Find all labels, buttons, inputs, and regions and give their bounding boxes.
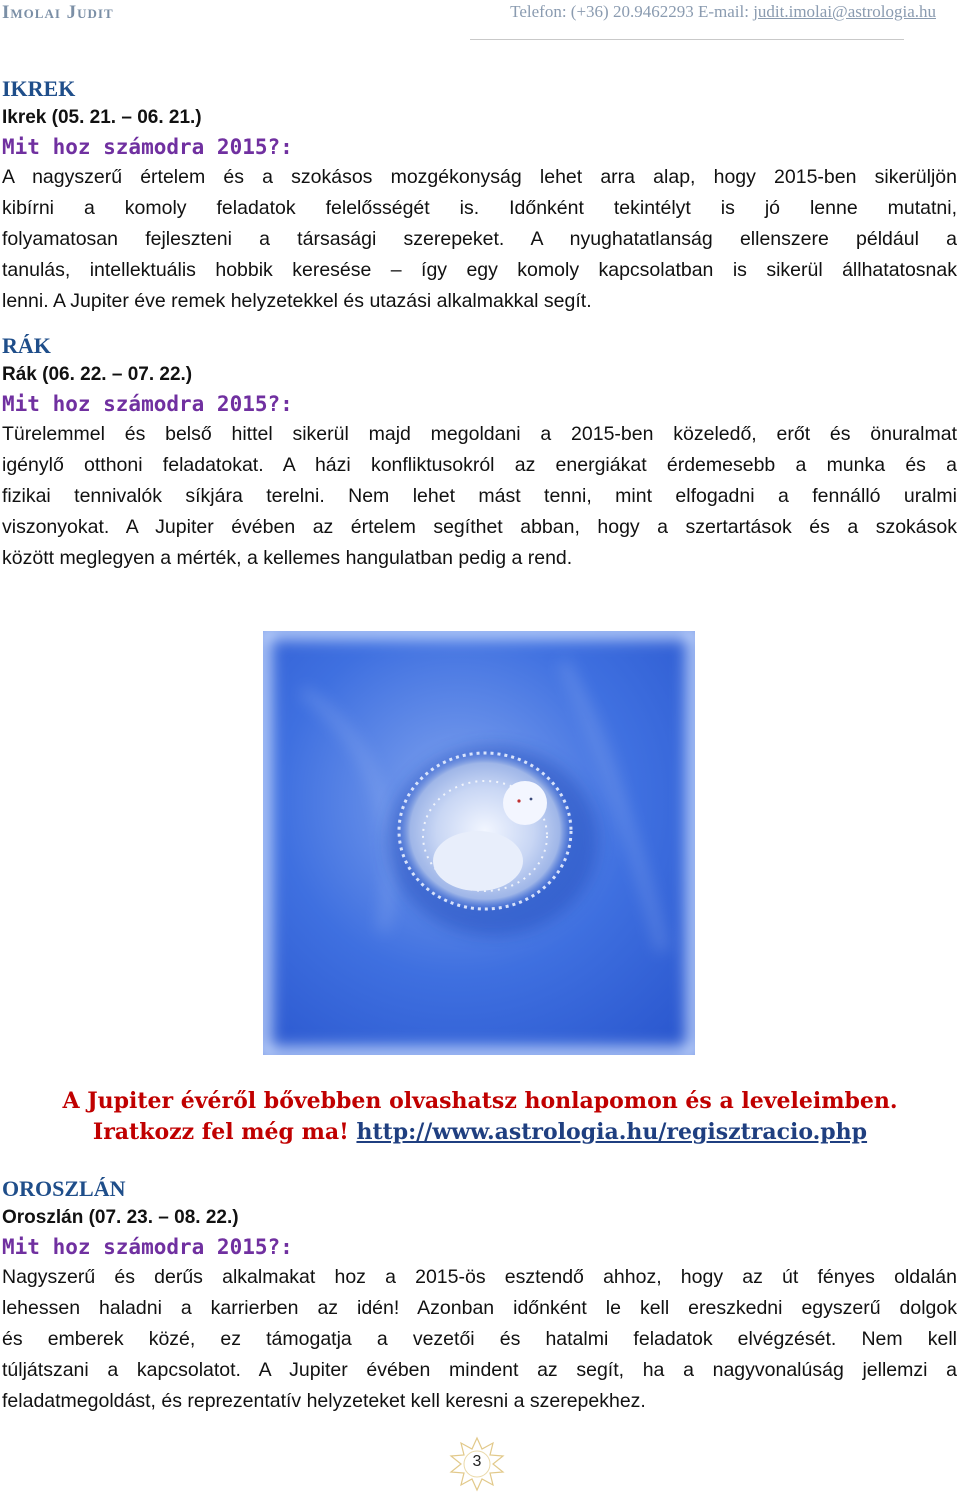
sign-dates: Rák (06. 22. – 07. 22.): [2, 364, 193, 385]
promo-block: [0, 1086, 960, 1148]
sign-question: Mit hoz számodra 2015?:: [2, 392, 293, 416]
sign-paragraph: [2, 1262, 957, 1417]
sign-section-ikrek: [2, 74, 957, 317]
paragraph-line: Nagyszerű és derűs alkalmakat hoz a 2015-ös esztendő ahhoz, hogy az út fényes oldalán: [2, 1266, 957, 1288]
decorative-photo: [263, 631, 695, 1055]
paragraph-line: feladatmegoldást, és reprezentatív helyzeteket kell keresni a szerepekhez.: [2, 1390, 646, 1412]
sign-section-oroszlan: [2, 1174, 957, 1417]
paragraph-line: kibírni a komoly feladatok felelősségét is. Időnként tekintélyt is jó lenne mutatni,: [2, 197, 957, 219]
sign-paragraph: [2, 162, 957, 317]
promo-subscribe-text: Iratkozz fel még ma!: [92, 1119, 349, 1145]
contact-info: [510, 2, 936, 22]
sign-question: Mit hoz számodra 2015?:: [2, 135, 293, 159]
paragraph-line: tanulás, intellektuális hobbik keresése – így egy komoly kapcsolatban is sikerül állhatatosnak: [2, 259, 957, 281]
sign-title: OROSZLÁN: [2, 1176, 126, 1201]
sign-dates: Ikrek (05. 21. – 06. 21.): [2, 107, 202, 128]
sign-title: IKREK: [2, 76, 76, 101]
blue-fabric-figurine-image: [263, 631, 695, 1055]
paragraph-line: fizikai tennivalók síkjára terelni. Nem lehet mást tenni, mint elfogadni a fennálló uralmi: [2, 485, 957, 507]
paragraph-line: viszonyokat. A Jupiter évében az értelem segíthet abban, hogy a szertartások és a szokások: [2, 516, 957, 538]
paragraph-line: igénylő otthoni feladatokat. A házi konfliktusokról az energiákat érdemesebb a munka és a: [2, 454, 957, 476]
sign-title: RÁK: [2, 333, 51, 358]
contact-phone: Telefon: (+36) 20.9462293 E-mail:: [510, 2, 754, 21]
sign-section-rak: [2, 331, 957, 574]
paragraph-line: túljátszani a kapcsolatot. A Jupiter évében mindent az segít, ha a nagyvonalúság jellemzi a: [2, 1359, 957, 1381]
promo-subscribe-line: [0, 1117, 960, 1148]
paragraph-line: A nagyszerű értelem és a szokásos mozgékonyság lehet arra alap, hogy 2015-ben sikerüljön: [2, 166, 957, 188]
promo-line: A Jupiter évéről bővebben olvashatsz honlapomon és a leveleimben.: [62, 1088, 898, 1114]
page-number: 3: [472, 1453, 482, 1470]
paragraph-line: és emberek közé, ez támogatja a vezetői és hatalmi feladatok elvégzését. Nem kell: [2, 1328, 957, 1350]
header-rule: [470, 39, 904, 40]
paragraph-line: között meglegyen a mérték, a kellemes hangulatban pedig a rend.: [2, 547, 573, 569]
author-name: Imolai Judit: [2, 2, 114, 23]
page-number-badge: [447, 1436, 507, 1492]
sign-question: Mit hoz számodra 2015?:: [2, 1235, 293, 1259]
main-content: [2, 74, 957, 588]
registration-link[interactable]: http://www.astrologia.hu/regisztracio.php: [356, 1119, 868, 1145]
contact-email-link[interactable]: judit.imolai@astrologia.hu: [753, 2, 936, 21]
sign-dates: Oroszlán (07. 23. – 08. 22.): [2, 1207, 239, 1228]
paragraph-line: Türelemmel és belső hittel sikerül majd megoldani a 2015-ben közeledő, erőt és önuralmat: [2, 423, 957, 445]
paragraph-line: lenni. A Jupiter éve remek helyzetekkel és utazási alkalmakkal segít.: [2, 290, 592, 312]
sign-paragraph: [2, 419, 957, 574]
page-header: [0, 0, 960, 34]
paragraph-line: lehessen haladni a karrierben az idén! Azonban időnként le kell ereszkedni egyszerű dolgok: [2, 1297, 957, 1319]
paragraph-line: folyamatosan fejleszteni a társasági szerepeket. A nyughatatlanság ellenszere például a: [2, 228, 957, 250]
